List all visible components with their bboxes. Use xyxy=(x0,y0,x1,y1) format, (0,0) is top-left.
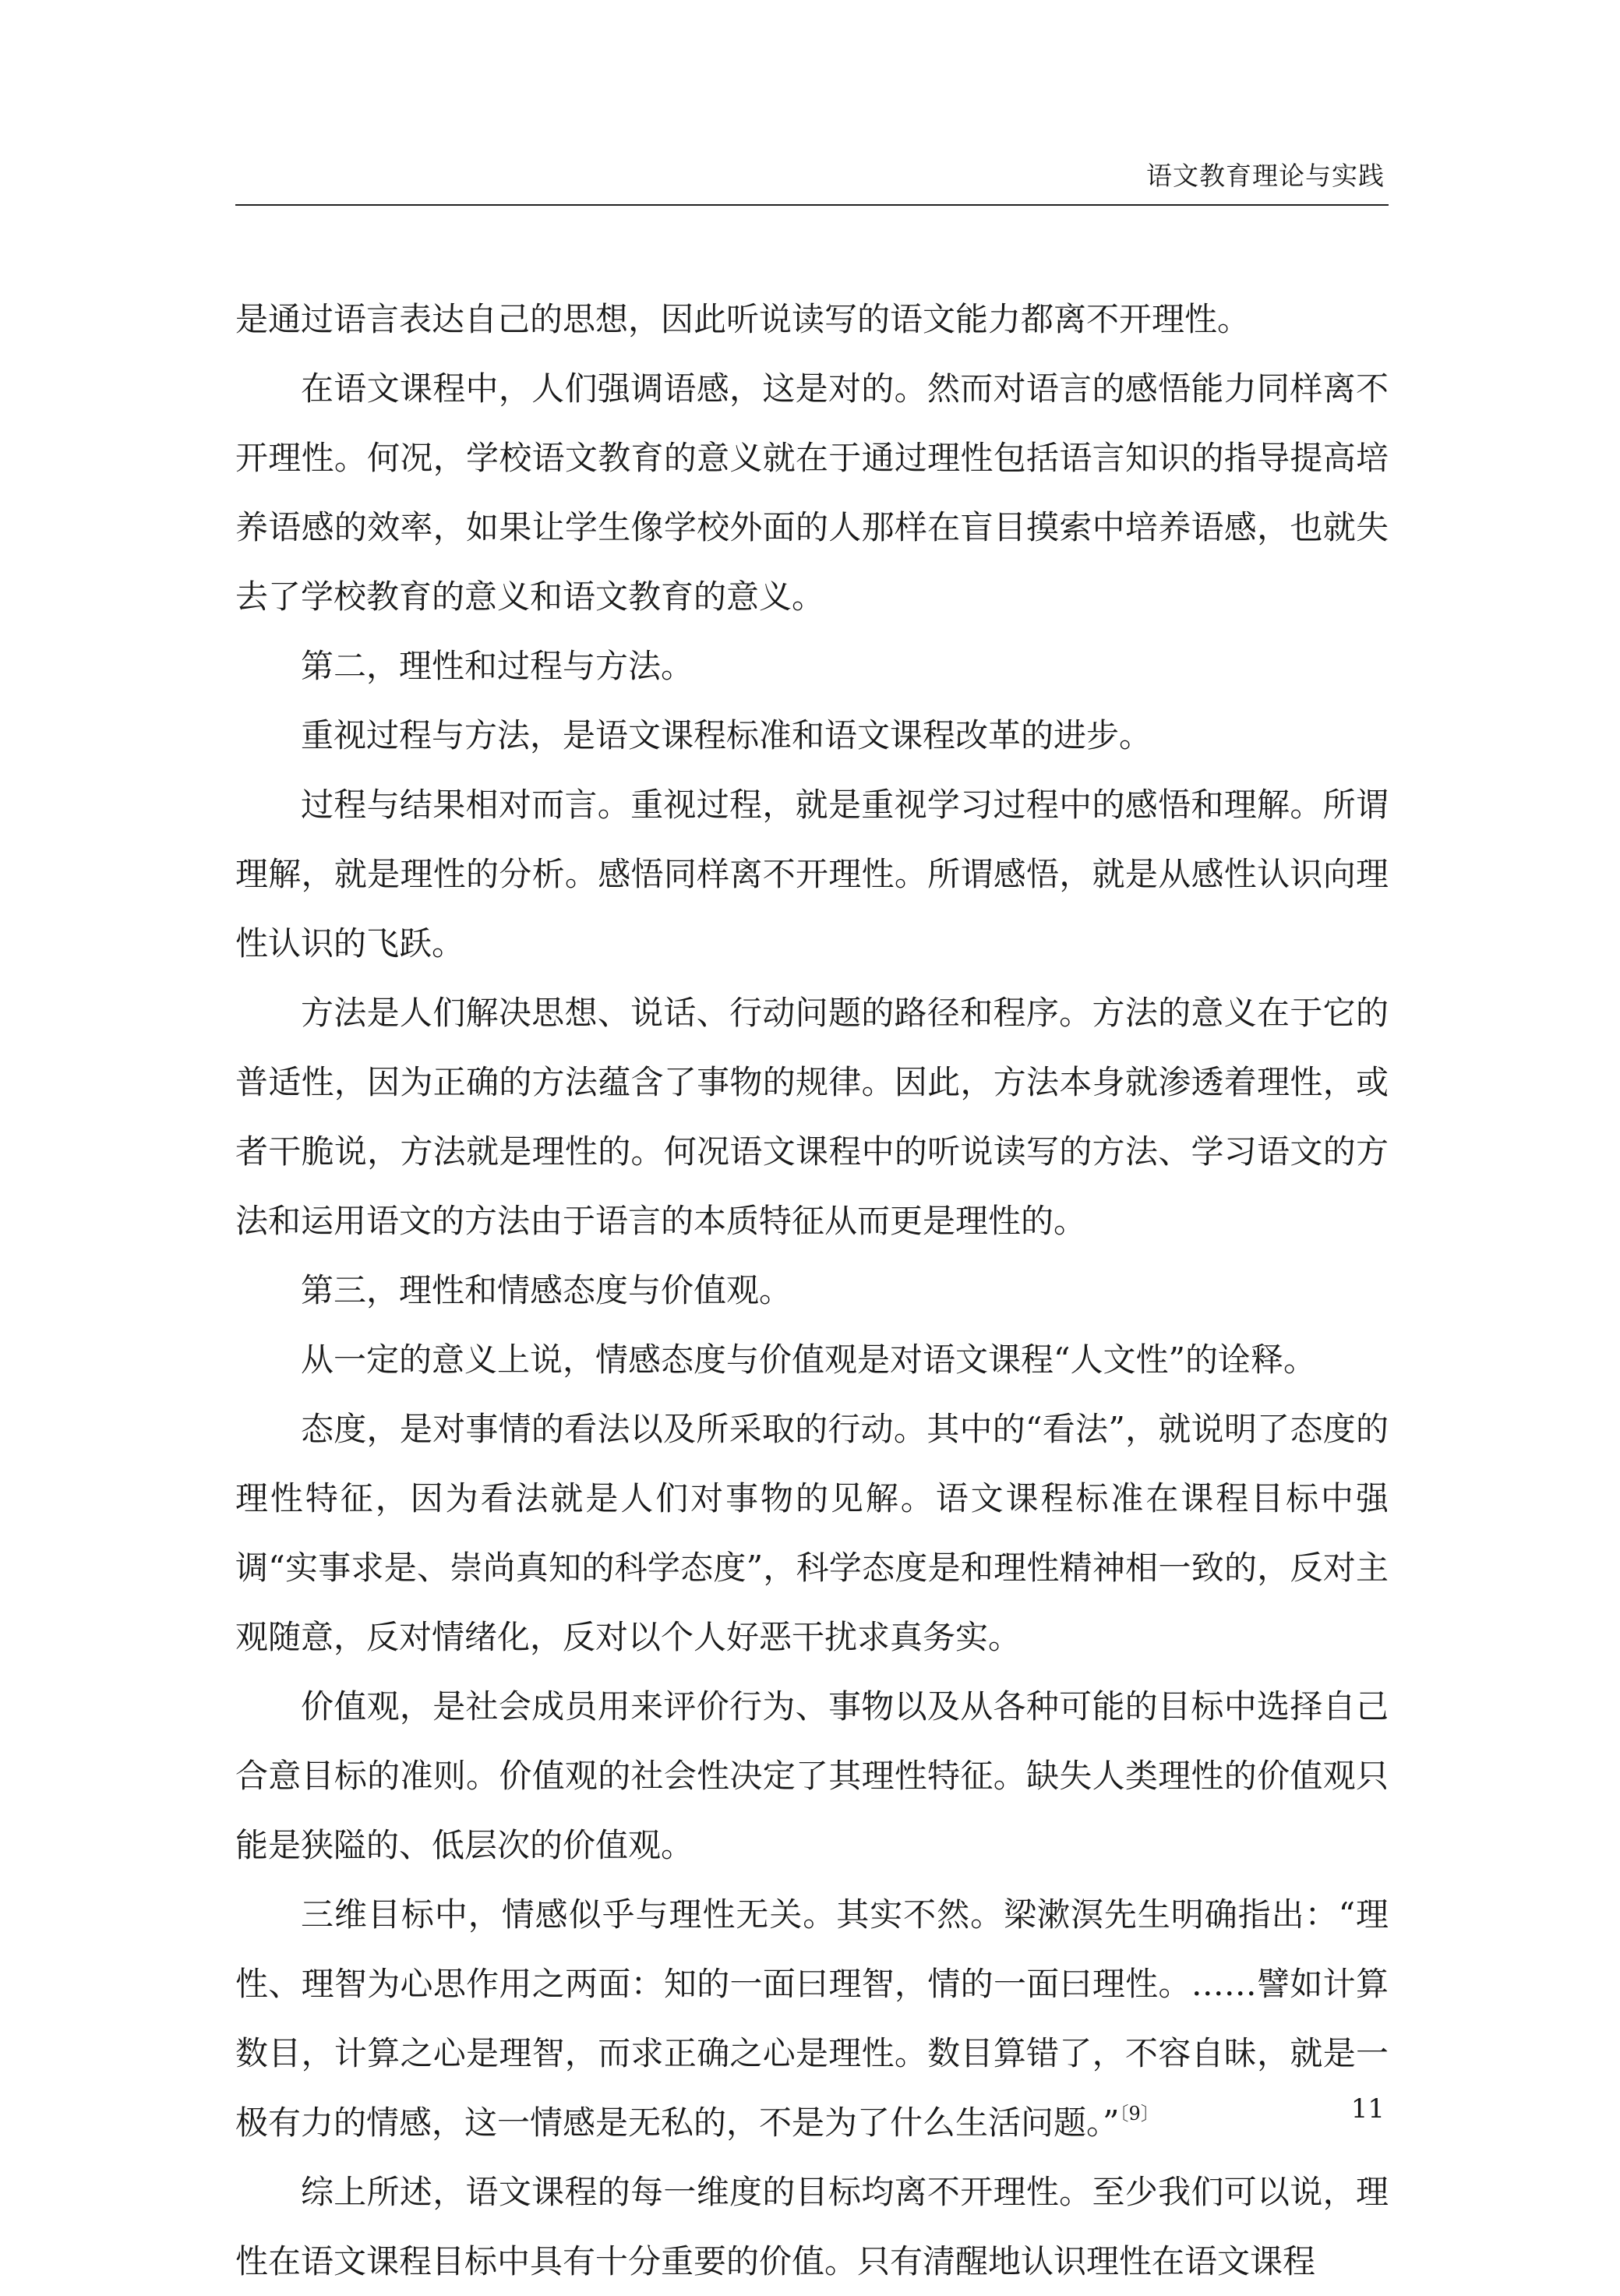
paragraph: 第二，理性和过程与方法。 xyxy=(301,647,694,685)
body-text xyxy=(235,284,1389,2296)
paragraph: 综上所述，语文课程的每一维度的目标均离不开理性。至少我们可以说，理性在语文课程目标中具有十分重要的价值。只有清醒地认识理性在语文课程 xyxy=(235,2173,1389,2280)
header-rule xyxy=(235,204,1389,206)
paragraph-with-citation xyxy=(235,1880,1389,2157)
paragraph: 重视过程与方法，是语文课程标准和语文课程改革的进步。 xyxy=(301,716,1152,754)
paragraph: 在语文课程中，人们强调语感，这是对的。然而对语言的感悟能力同样离不开理性。何况，学校语文教育的意义就在于通过理性包括语言知识的指导提高培养语感的效率，如果让学生像学校外面的人那样在盲目摸索中培养语感，也就失去了学校教育的意义和语文教育的意义。 xyxy=(235,369,1389,616)
paragraph: 方法是人们解决思想、说话、行动问题的路径和程序。方法的意义在于它的普适性，因为正确的方法蕴含了事物的规律。因此，方法本身就渗透着理性，或者干脆说，方法就是理性的。何况语文课程中的听说读写的方法、学习语文的方法和运用语文的方法由于语言的本质特征从而更是理性的。 xyxy=(235,994,1389,1240)
paragraph: 第三，理性和情感态度与价值观。 xyxy=(301,1271,792,1309)
page-number: 11 xyxy=(1350,2093,1385,2125)
paragraph: 态度，是对事情的看法以及所采取的行动。其中的“看法”，就说明了态度的理性特征，因为看法就是人们对事物的见解。语文课程标准在课程目标中强调“实事求是、崇尚真知的科学态度”，科学态度是和理性精神相一致的，反对主观随意，反对情绪化，反对以个人好恶干扰求真务实。 xyxy=(235,1410,1389,1656)
running-header: 语文教育理论与实践 xyxy=(1146,161,1385,191)
paragraph: 价值观，是社会成员用来评价行为、事物以及从各种可能的目标中选择自己合意目标的准则。价值观的社会性决定了其理性特征。缺失人类理性的价值观只能是狭隘的、低层次的价值观。 xyxy=(235,1687,1389,1864)
paragraph: 过程与结果相对而言。重视过程，就是重视学习过程中的感悟和理解。所谓理解，就是理性的分析。感悟同样离不开理性。所谓感悟，就是从感性认识向理性认识的飞跃。 xyxy=(235,786,1389,963)
paragraph: 是通过语言表达自己的思想，因此听说读写的语文能力都离不开理性。 xyxy=(235,300,1251,338)
paragraph-text: 三维目标中，情感似乎与理性无关。其实不然。梁漱溟先生明确指出：“理性、理智为心思作用之两面：知的一面曰理智，情的一面曰理性。……譬如计算数目，计算之心是理智，而求正确之心是理性。数目算错了，不容自昧，就是一极有力的情感，这一情感是无私的，不是为了什么生活问题。” xyxy=(235,1895,1389,2142)
citation-reference: 〔9〕 xyxy=(1119,2103,1159,2125)
paragraph: 从一定的意义上说，情感态度与价值观是对语文课程“人文性”的诠释。 xyxy=(301,1341,1316,1379)
